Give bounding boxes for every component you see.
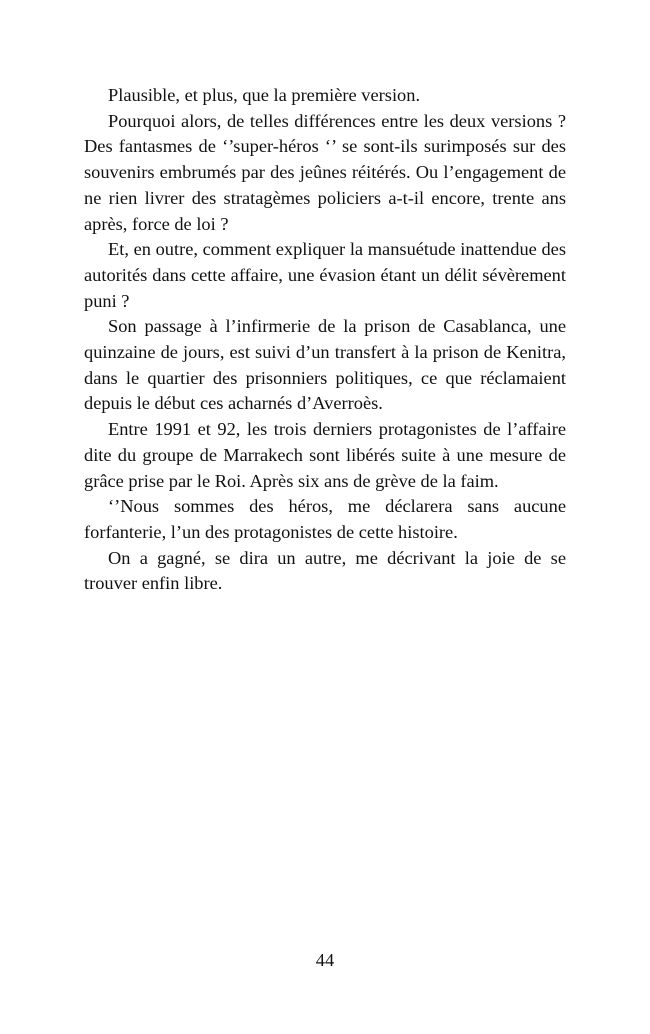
paragraph-5: Entre 1991 et 92, les trois derniers protagonistes de l’affaire dite du groupe de Marrakech sont libérés suite à une mesure de grâce prise par le Roi. Après six ans de grève de la faim. — [84, 419, 566, 491]
body-text — [84, 83, 566, 597]
paragraph-6: ‘’Nous sommes des héros, me déclarera sans aucune forfanterie, l’un des protagonistes de cette histoire. — [84, 496, 566, 542]
paragraph-7: On a gagné, se dira un autre, me décrivant la joie de se trouver enfin libre. — [84, 547, 566, 594]
page-number: 44 — [315, 950, 335, 970]
paragraph-2: Pourquoi alors, de telles différences entre les deux versions ? Des fantasmes de ‘’super-héros ‘’ se sont-ils surimposés sur des souvenirs embrumés par des jeûnes réitérés. Ou l’engagement de ne rien livrer des stratagèmes policiers a-t-il encore, trente ans après, force de loi ? — [84, 110, 566, 234]
paragraph-3: Et, en outre, comment expliquer la mansuétude inattendue des autorités dans cette affaire, une évasion étant un délit sévèrement puni ? — [84, 239, 566, 311]
paragraph-1: Plausible, et plus, que la première version. — [108, 85, 421, 105]
paragraph-4: Son passage à l’infirmerie de la prison de Casablanca, une quinzaine de jours, est suivi d’un transfert à la prison de Kenitra, dans le quartier des prisonniers politiques, ce que réclamaient depuis le début ces acharnés d’Averroès. — [84, 316, 566, 414]
